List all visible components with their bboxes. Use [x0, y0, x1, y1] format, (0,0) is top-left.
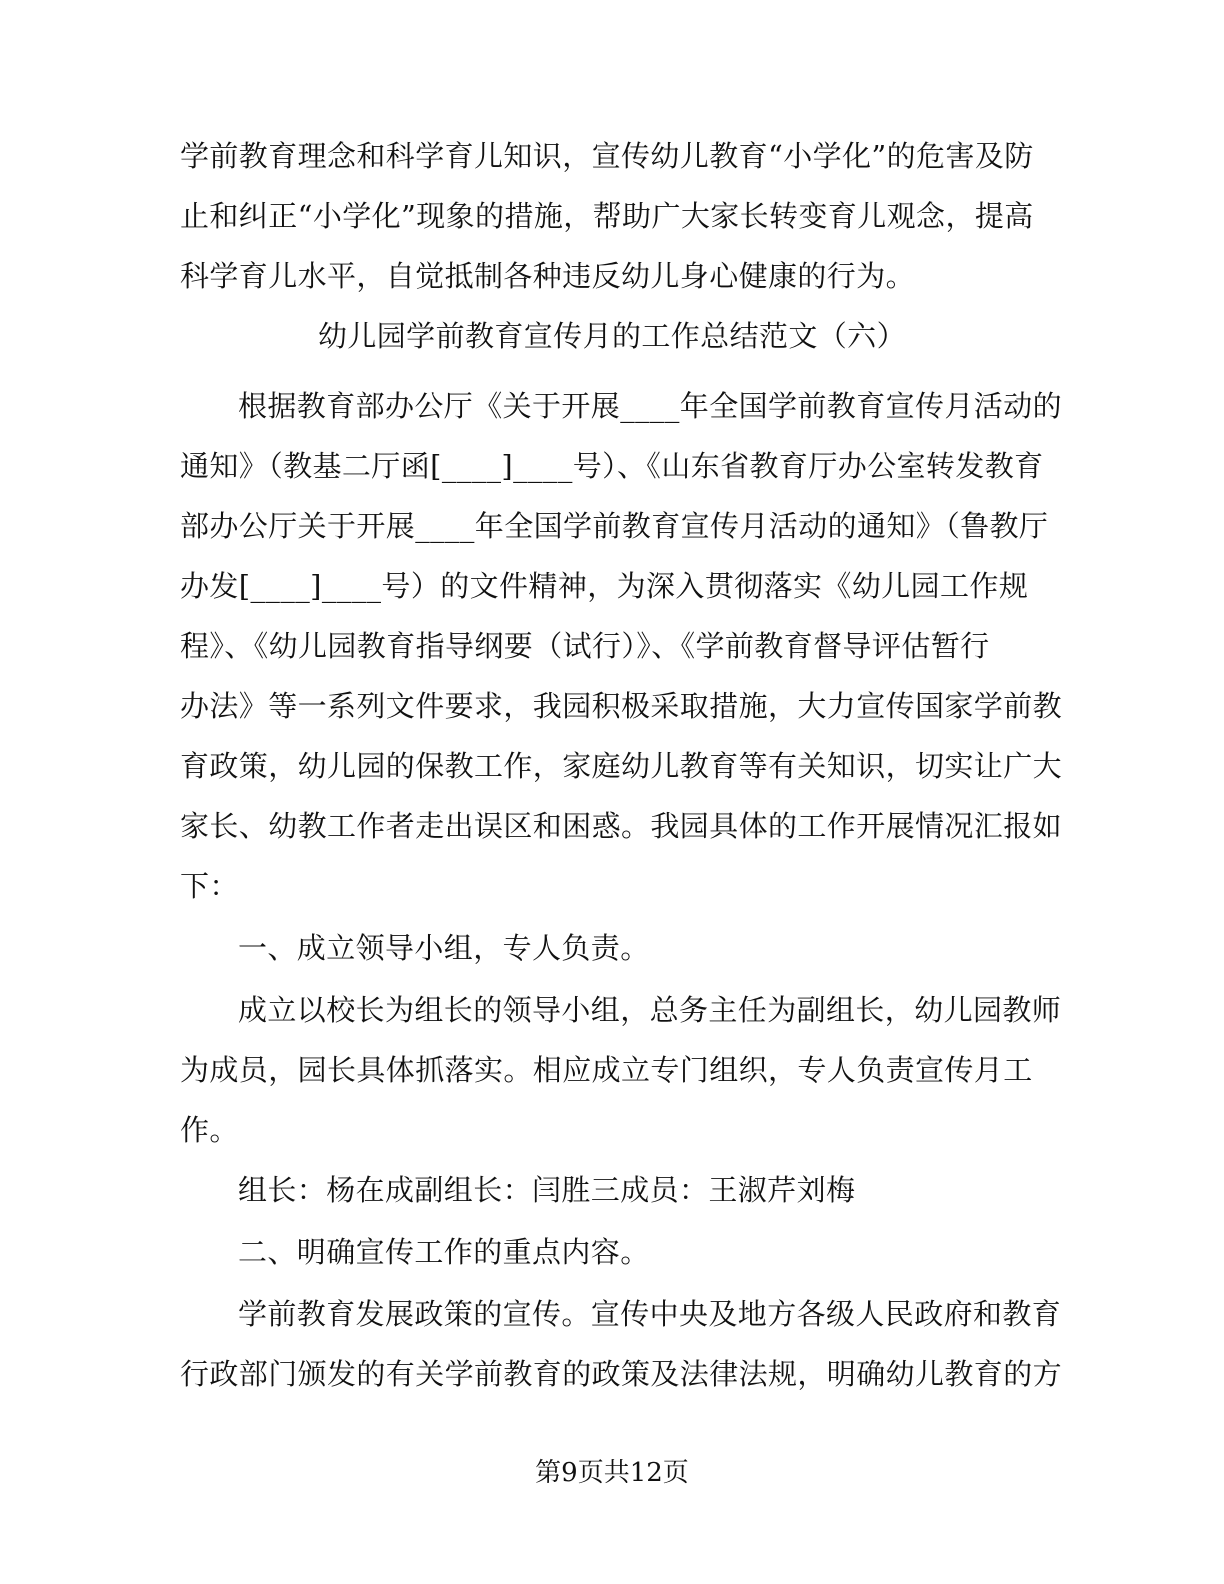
- members-line: 组长：杨在成副组长：闫胜三成员：王淑芹刘梅: [238, 1173, 856, 1207]
- body-text-line: 为成员，园长具体抓落实。相应成立专门组织，专人负责宣传月工: [180, 1053, 1033, 1087]
- body-text-line: 作。: [180, 1113, 239, 1147]
- body-text-line: 办发[____]____号）的文件精神，为深入贯彻落实《幼儿园工作规: [180, 569, 1029, 603]
- body-text-line: 根据教育部办公厅《关于开展____年全国学前教育宣传月活动的: [238, 389, 1063, 423]
- body-text-line: 通知》（教基二厅函[____]____号）、《山东省教育厅办公室转发教育: [180, 449, 1044, 483]
- body-text-line: 科学育儿水平，自觉抵制各种违反幼儿身心健康的行为。: [180, 259, 916, 293]
- body-text-line: 成立以校长为组长的领导小组，总务主任为副组长，幼儿园教师: [238, 993, 1062, 1027]
- body-text-line: 下：: [180, 869, 239, 903]
- body-text-line: 止和纠正“小学化”现象的措施，帮助广大家长转变育儿观念，提高: [180, 199, 1034, 233]
- body-text-line: 行政部门颁发的有关学前教育的政策及法律法规，明确幼儿教育的方: [180, 1357, 1063, 1391]
- page-number-footer: 第9页共12页: [535, 1458, 689, 1488]
- body-text-line: 学前教育理念和科学育儿知识，宣传幼儿教育“小学化”的危害及防: [180, 139, 1034, 173]
- body-text-line: 育政策，幼儿园的保教工作，家庭幼儿教育等有关知识，切实让广大: [180, 749, 1063, 783]
- section-heading: 一、成立领导小组，专人负责。: [238, 931, 650, 965]
- body-text-line: 部办公厅关于开展____年全国学前教育宣传月活动的通知》（鲁教厅: [180, 509, 1049, 543]
- section-heading: 二、明确宣传工作的重点内容。: [238, 1235, 650, 1269]
- body-text-line: 程》、《幼儿园教育指导纲要（试行）》、《学前教育督导评估暂行: [180, 629, 990, 663]
- body-text-line: 学前教育发展政策的宣传。宣传中央及地方各级人民政府和教育: [238, 1297, 1062, 1331]
- section-title: 幼儿园学前教育宣传月的工作总结范文（六）: [317, 319, 906, 353]
- body-text-line: 家长、幼教工作者走出误区和困惑。我园具体的工作开展情况汇报如: [180, 809, 1063, 843]
- body-text-line: 办法》等一系列文件要求，我园积极采取措施，大力宣传国家学前教: [180, 689, 1063, 723]
